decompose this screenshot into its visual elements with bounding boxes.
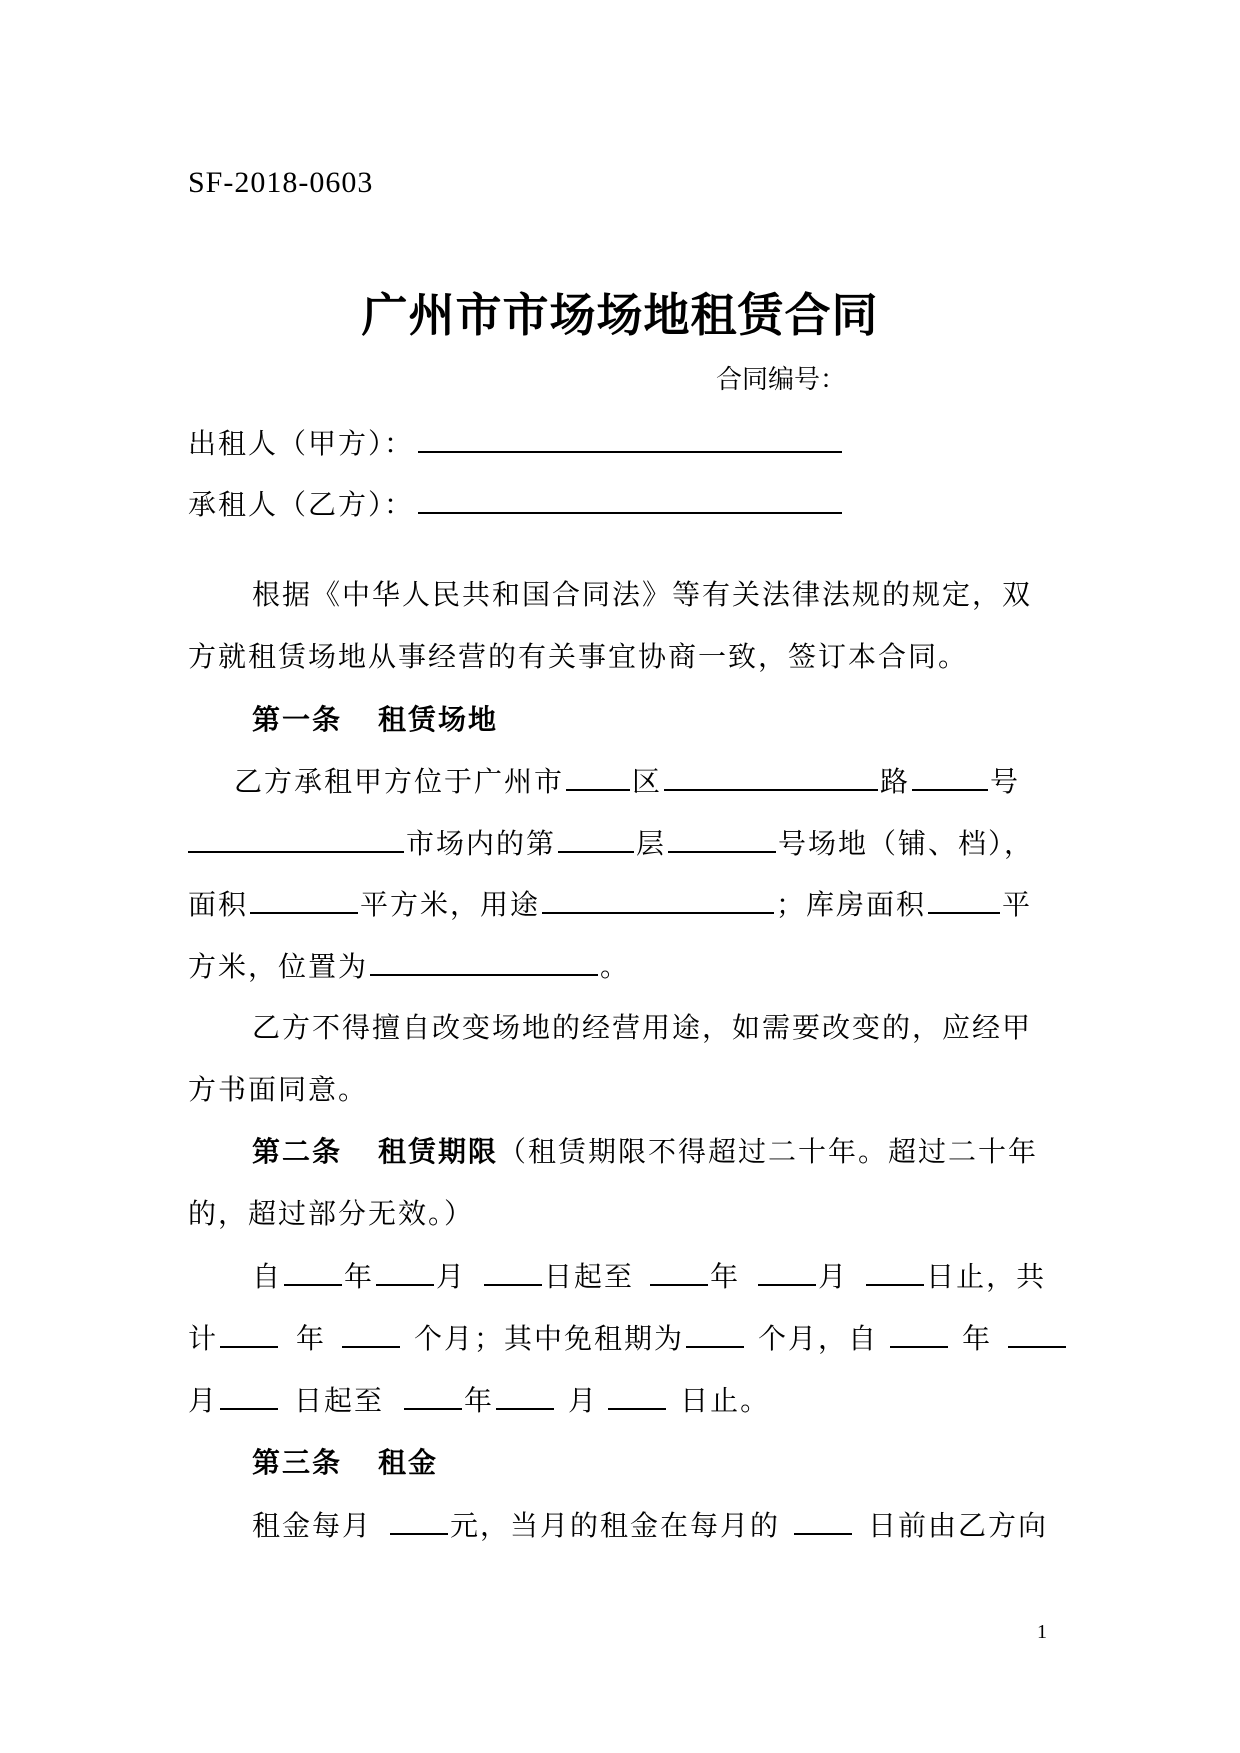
text-segment: 年	[344, 1260, 375, 1293]
text-segment: 方米，位置为	[188, 950, 369, 983]
text-segment: 月	[188, 1384, 219, 1417]
total-years-blank	[220, 1318, 278, 1348]
text-segment: 市场内的第	[406, 827, 557, 860]
number-blank	[912, 761, 988, 791]
article-3-title: 租金	[378, 1446, 439, 1479]
rent-free-end-year-blank	[404, 1380, 462, 1410]
text-segment: 区	[632, 765, 663, 798]
text-segment: 平方米，用途	[360, 888, 541, 921]
article-3-heading	[252, 1443, 438, 1483]
text-segment: 。	[600, 950, 631, 983]
end-day-blank	[866, 1256, 924, 1286]
text-segment: 月	[436, 1260, 467, 1293]
end-month-blank	[758, 1256, 816, 1286]
article-1-heading	[252, 700, 498, 740]
article-1-paragraph-2-line-1: 乙方不得擅自改变场地的经营用途，如需要改变的，应经甲	[252, 1011, 1033, 1044]
text-segment: 号	[990, 765, 1021, 798]
monthly-rent-blank	[390, 1505, 448, 1535]
lessor-row	[188, 423, 842, 464]
text-segment: 路	[880, 765, 911, 798]
location-blank	[370, 946, 598, 976]
article-2-line-1	[252, 1256, 1046, 1297]
lessee-row	[188, 484, 842, 525]
text-segment: 个月，自	[758, 1322, 879, 1355]
article-2-note: （租赁期限不得超过二十年。超过二十年	[498, 1135, 1039, 1168]
intro-line-2: 方就租赁场地从事经营的有关事宜协商一致，签订本合同。	[188, 640, 969, 673]
text-segment: 层	[636, 827, 667, 860]
district-blank	[566, 761, 630, 791]
rent-free-start-month-blank	[1008, 1318, 1066, 1348]
article-1-title: 租赁场地	[378, 703, 499, 736]
total-months-blank	[342, 1318, 400, 1348]
payment-day-blank	[794, 1505, 852, 1535]
start-day-blank	[484, 1256, 542, 1286]
lessee-blank	[418, 484, 842, 514]
article-1-number: 第一条	[252, 703, 343, 736]
rent-free-months-blank	[686, 1318, 744, 1348]
text-segment: 面积	[188, 888, 249, 921]
text-segment: 年	[710, 1260, 741, 1293]
end-year-blank	[650, 1256, 708, 1286]
document-code: SF-2018-0603	[188, 166, 374, 199]
rent-free-end-day-blank	[608, 1380, 666, 1410]
usage-blank	[542, 884, 774, 914]
text-segment: 日前由乙方向	[868, 1509, 1049, 1542]
article-1-line-2	[188, 823, 1034, 864]
text-segment: 计	[188, 1322, 219, 1355]
area-blank	[250, 884, 358, 914]
contract-number-label: 合同编号：	[716, 365, 847, 395]
text-segment: 日止，共	[926, 1260, 1047, 1293]
road-blank	[664, 761, 878, 791]
article-2-heading	[252, 1132, 1038, 1172]
rent-free-end-month-blank	[496, 1380, 554, 1410]
text-segment: 日起至	[294, 1384, 385, 1417]
text-segment: 号场地（铺、档），	[778, 827, 1035, 860]
text-segment: 平	[1002, 888, 1033, 921]
article-1-paragraph-2-line-2: 方书面同意。	[188, 1073, 369, 1106]
text-segment: 乙方承租甲方位于广州市	[234, 765, 565, 798]
article-1-line-3	[188, 884, 1032, 925]
text-segment: 个月；其中免租期为	[414, 1322, 685, 1355]
text-segment: 月	[568, 1384, 599, 1417]
text-segment: 年	[296, 1322, 327, 1355]
start-year-blank	[284, 1256, 342, 1286]
article-1-line-1	[234, 761, 1020, 802]
start-month-blank	[376, 1256, 434, 1286]
market-blank	[188, 823, 404, 853]
text-segment: 自	[252, 1260, 283, 1293]
rent-free-start-day-blank	[220, 1380, 278, 1410]
lessor-blank	[418, 423, 842, 453]
text-segment: 日止。	[680, 1384, 771, 1417]
lessor-label: 出租人（甲方）：	[188, 427, 415, 460]
article-1-line-4	[188, 946, 630, 987]
text-segment: 年	[962, 1322, 993, 1355]
article-2-number: 第二条	[252, 1135, 343, 1168]
article-2-note-line-2: 的，超过部分无效。）	[188, 1197, 475, 1230]
text-segment: 年	[464, 1384, 495, 1417]
intro-line-1: 根据《中华人民共和国合同法》等有关法律法规的规定，双	[252, 578, 1033, 611]
text-segment: 元，当月的租金在每月的	[450, 1509, 781, 1542]
text-segment: ；库房面积	[776, 888, 927, 921]
article-2-title: 租赁期限	[378, 1135, 499, 1168]
page-title: 广州市市场场地租赁合同	[361, 288, 879, 342]
text-segment: 月	[818, 1260, 849, 1293]
text-segment: 租金每月	[252, 1509, 373, 1542]
lessee-label: 承租人（乙方）：	[188, 488, 415, 521]
rent-free-start-year-blank	[890, 1318, 948, 1348]
article-2-line-2	[188, 1318, 1068, 1359]
article-3-line-1	[252, 1505, 1048, 1546]
article-2-line-3	[188, 1380, 770, 1421]
page-number: 1	[1037, 1621, 1047, 1643]
text-segment: 日起至	[544, 1260, 635, 1293]
floor-blank	[558, 823, 634, 853]
storage-area-blank	[928, 884, 1000, 914]
stall-number-blank	[668, 823, 776, 853]
article-3-number: 第三条	[252, 1446, 343, 1479]
